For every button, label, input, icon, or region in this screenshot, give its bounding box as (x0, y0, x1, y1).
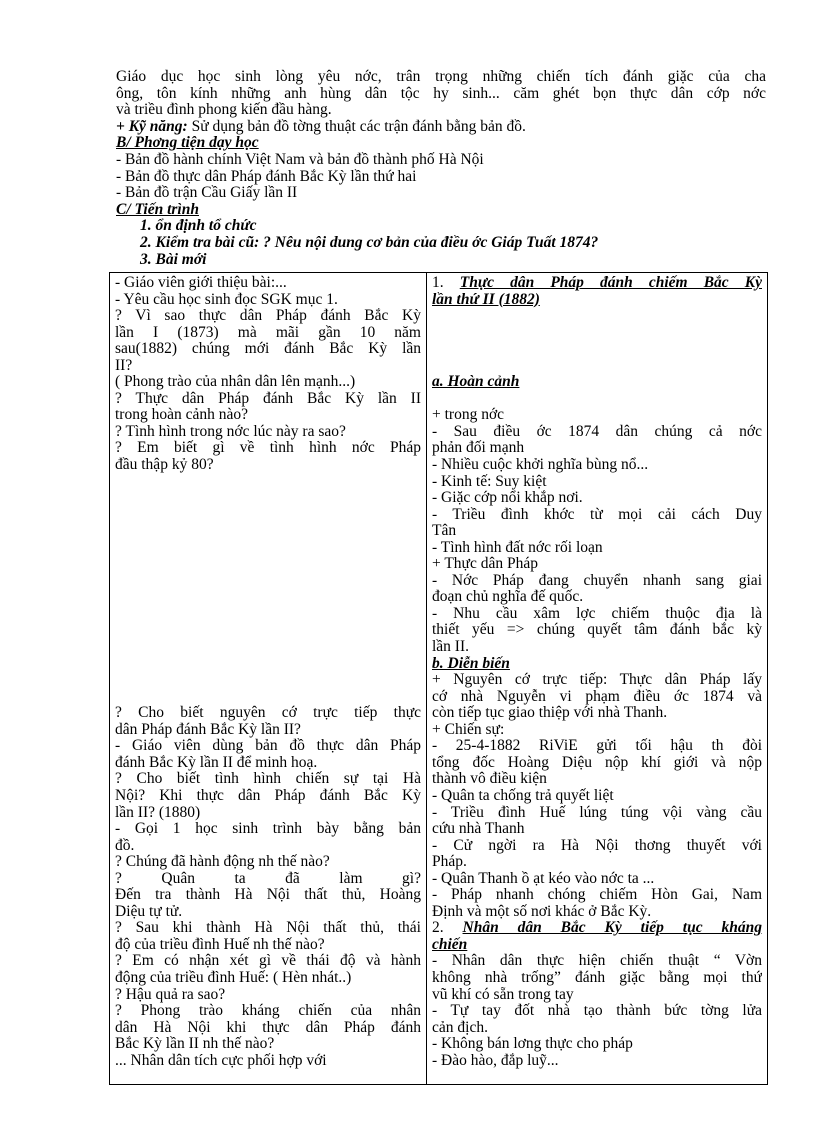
section-2-heading (432, 920, 762, 937)
section-2-number: 2. (432, 920, 463, 937)
resistance-list (432, 953, 762, 1069)
objective-line: ông, tôn kính những anh hùng dân tộc hy sinh... căm ghét bọn thực dân cớp nớc (116, 84, 766, 102)
objective-line: Giáo dục học sinh lòng yêu nớc, trân trọng những chiến tích đánh giặc của cha (116, 68, 766, 85)
activity-line: ? Thực dân Pháp đánh Bắc Kỳ lần II (115, 390, 421, 407)
activity-line (115, 589, 421, 606)
event-line: - Quân Thanh ồ ạt kéo vào nớc ta ... (432, 870, 655, 887)
events-list (432, 672, 762, 920)
activity-line: ? Em có nhận xét gì về thái độ và hành (115, 953, 421, 970)
skill-line (116, 119, 766, 136)
resistance-line: - Tự tay đốt nhà tạo thành bức tờng lửa (432, 1003, 762, 1020)
event-line: Pháp. (432, 854, 467, 871)
activity-line (115, 672, 421, 689)
activity-line: Nội? Khi thực dân Pháp đánh Bắc Kỳ (115, 787, 421, 804)
activity-line (115, 523, 421, 540)
context-list (432, 407, 762, 655)
context-line: - Giặc cớp nổi khắp nơi. (432, 490, 583, 507)
activity-line: ? Em biết gì về tình hình nớc Pháp (115, 440, 421, 457)
step-item: 3. Bài mới (140, 250, 207, 268)
activity-line: ? Sau khi thành Hà Nội thất thủ, thái (115, 920, 421, 937)
section-c-title: C/ Tiến trình (116, 200, 199, 218)
activity-line: lần I (1873) mà mãi gần 10 năm (115, 324, 421, 341)
resistance-line: cản địch. (432, 1019, 488, 1036)
activity-line: ? Vì sao thực dân Pháp đánh Bắc Kỳ (115, 308, 421, 325)
activity-line: ( Phong trào của nhân dân lên mạnh...) (115, 374, 356, 391)
lesson-table (109, 272, 768, 1085)
event-line: - Quân ta chống trả quyết liệt (432, 787, 614, 804)
material-item: - Bản đồ trận Cầu Giấy lần II (116, 184, 298, 202)
event-line: + Nguyên cớ trực tiếp: Thực dân Pháp lấy (432, 672, 762, 689)
resistance-line: vũ khí có sẵn trong tay (432, 986, 574, 1003)
section-c-heading (116, 202, 766, 219)
section-1-heading-cont (432, 292, 762, 309)
context-line: đoạn chủ nghĩa đế quốc. (432, 589, 584, 606)
activity-line (115, 606, 421, 623)
activity-line: ? Cho biết nguyên cớ trực tiếp thực (115, 705, 421, 722)
skill-text: Sử dụng bản đồ tờng thuật các trận đánh bằng bản đồ. (187, 117, 526, 135)
section-2-title: Nhân dân Bắc Kỳ tiếp tục kháng (462, 920, 762, 937)
activity-line: đồ. (115, 837, 135, 854)
context-line: Tân (432, 523, 457, 540)
activity-line: đánh Bắc Kỳ lần II để minh hoạ. (115, 754, 318, 771)
context-line: + trong nớc (432, 407, 505, 424)
activity-line: ... Nhân dân tích cực phối hợp với (115, 1052, 327, 1069)
activity-line: độ của triều đình Huế nh thế nào? (115, 936, 325, 953)
activity-line (115, 474, 421, 491)
activity-line: - Gọi 1 học sinh trình bày bằng bản (115, 821, 421, 838)
activity-line: lần II? (1880) (115, 804, 201, 821)
step-item: 2. Kiểm tra bài cũ: ? Nêu nội dung cơ bản của điều ớc Giáp Tuất 1874? (140, 233, 599, 251)
activity-line: II? (115, 357, 133, 374)
event-line: - Pháp nhanh chóng chiếm Hòn Gai, Nam (432, 887, 762, 904)
resistance-line: không nhà trống” đánh giặc bằng mọi thứ (432, 969, 762, 986)
event-line: tổng đốc Hoàng Diệu nộp khí giới và nộp (432, 754, 762, 771)
context-line: - Nhu cầu xâm lợc chiếm thuộc địa là (432, 605, 762, 622)
activity-line: đầu thập kỷ 80? (115, 457, 214, 474)
objective-line: và triều đình phong kiến đầu hàng. (116, 101, 332, 119)
activity-line: - Giáo viên giới thiệu bài:... (115, 275, 287, 291)
table-row (110, 273, 768, 1085)
resistance-line: - Nhân dân thực hiện chiến thuật “ Vờn (432, 953, 762, 970)
event-line: cứu nhà Thanh (432, 821, 525, 838)
lesson-plan-intro (116, 69, 766, 268)
event-line: - Triều đình Huế lúng túng vội vàng cầu (432, 804, 762, 821)
activity-line (115, 507, 421, 524)
activity-line: trong hoàn cảnh nào? (115, 407, 248, 424)
content-cell (427, 273, 768, 1085)
spacer (432, 358, 762, 375)
material-item: - Bản đồ thực dân Pháp đánh Bắc Kỳ lần thứ hai (116, 167, 417, 185)
event-line: - Cử ngời ra Hà Nội thơng thuyết với (432, 837, 762, 854)
skill-label: + Kỹ năng: (116, 117, 188, 135)
objectives-paragraph (116, 69, 766, 119)
spacer (432, 341, 762, 358)
teacher-activities-list (115, 275, 421, 1069)
activity-line (115, 656, 421, 673)
section-2-title-cont: chiến (432, 936, 468, 953)
activity-line (115, 639, 421, 656)
activity-line: Bắc Kỳ lần II nh thế nào? (115, 1036, 275, 1053)
section-1-title-cont: lần thứ II (1882) (432, 291, 540, 308)
subsection-b-heading (432, 656, 762, 673)
activity-line: động của triều đình Huế: ( Hèn nhát..) (115, 969, 352, 986)
activity-line: Diệu tự tử. (115, 903, 183, 920)
spacer (432, 325, 762, 342)
subsection-b-title: b. Diễn biến (432, 655, 510, 672)
context-line: - Tình hình đất nớc rối loạn (432, 539, 603, 556)
activity-line: ? Phong trào kháng chiến của nhân (115, 1003, 421, 1020)
activity-line: ? Quân ta đã làm gì? (115, 870, 421, 887)
context-line: - Kinh tế: Suy kiệt (432, 473, 547, 490)
activity-line (115, 622, 421, 639)
context-line: thiết yếu => chúng quyết tâm đánh bắc kỳ (432, 622, 762, 639)
context-line: - Nớc Pháp đang chuyển nhanh sang giai (432, 572, 762, 589)
activity-line: ? Tình hình trong nớc lúc này ra sao? (115, 423, 346, 440)
activity-line (115, 689, 421, 706)
spacer (432, 391, 762, 408)
resistance-line: - Đào hào, đắp luỹ... (432, 1052, 559, 1069)
section-1-title: Thực dân Pháp đánh chiếm Bắc Kỳ (459, 275, 762, 291)
section-b-heading (116, 135, 766, 152)
step-item: 1. ổn định tổ chức (140, 217, 257, 235)
context-line: - Triều đình khớc từ mọi cải cách Duy (432, 506, 762, 523)
event-line: thành vô điều kiện (432, 771, 547, 788)
activity-line (115, 556, 421, 573)
activity-line: sau(1882) chúng mới đánh Bắc Kỳ lần (115, 341, 421, 358)
activity-line: - Yêu cầu học sinh đọc SGK mục 1. (115, 291, 338, 308)
context-line: + Thực dân Pháp (432, 556, 538, 573)
activity-line: ? Chúng đã hành động nh thế nào? (115, 854, 330, 871)
subsection-a-heading (432, 374, 762, 391)
activity-line: dân Pháp đánh Bắc Kỳ lần II? (115, 721, 301, 738)
event-line: - 25-4-1882 RiViE gửi tối hậu th đòi (432, 738, 762, 755)
material-item: - Bản đồ hành chính Việt Nam và bản đồ thành phố Hà Nội (116, 150, 484, 168)
subsection-a-title: a. Hoàn cảnh (432, 374, 520, 391)
activity-line: - Giáo viên dùng bản đồ thực dân Pháp (115, 738, 421, 755)
section-1-number: 1. (432, 275, 460, 291)
event-line: cớ nhà Nguyễn vi phạm điều ớc 1874 và (432, 688, 762, 705)
context-line: - Sau điều ớc 1874 dân chúng cả nớc (432, 423, 762, 440)
context-line: phản đối mạnh (432, 440, 525, 457)
spacer (432, 308, 762, 325)
event-line: Định và một số nơi khác ở Bắc Kỳ. (432, 903, 652, 920)
event-line: + Chiến sự: (432, 721, 505, 738)
section-2-heading-cont (432, 937, 762, 954)
resistance-line: - Không bán lơng thực cho pháp (432, 1036, 633, 1053)
event-line: còn tiếp tục giao thiệp với nhà Thanh. (432, 705, 668, 722)
activity-line: dân Hà Nội khi thực dân Pháp đánh (115, 1019, 421, 1036)
activity-line (115, 540, 421, 557)
context-line: - Nhiều cuộc khởi nghĩa bùng nổ... (432, 457, 649, 474)
activity-line: ? Hậu quả ra sao? (115, 986, 226, 1003)
activity-line: ? Cho biết tình hình chiến sự tại Hà (115, 771, 421, 788)
section-b-title: B/ Phơng tiện dạy học (116, 134, 259, 152)
activity-line (115, 490, 421, 507)
activity-line: Đến tra thành Hà Nội thất thủ, Hoàng (115, 887, 421, 904)
section-1-heading (432, 275, 762, 292)
context-line: lần II. (432, 639, 470, 656)
activity-line (115, 573, 421, 590)
teacher-activities-cell (110, 273, 427, 1085)
